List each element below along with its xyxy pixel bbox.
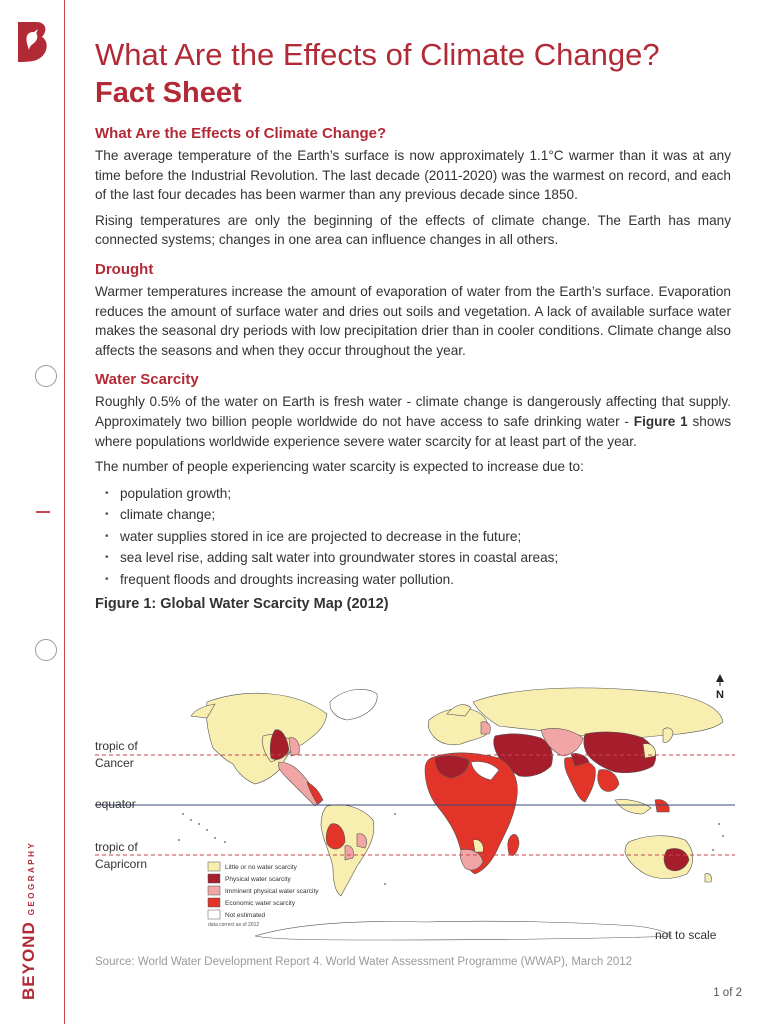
- beyond-logo-icon: [14, 20, 50, 64]
- legend-swatch: [208, 910, 220, 919]
- page-number: 1 of 2: [713, 987, 742, 999]
- water-paragraph-1: [95, 392, 731, 451]
- north-arrow-icon: [716, 674, 724, 686]
- brand-name: BEYOND: [19, 921, 38, 1000]
- intro-paragraph-2: Rising temperatures are only the beginning of the effects of climate change. The Earth has many connected systems; changes in one area can influence changes in all others.: [95, 212, 731, 248]
- page-title: What Are the Effects of Climate Change?: [95, 37, 660, 72]
- water-paragraph-2: The number of people experiencing water scarcity is expected to increase due to:: [95, 459, 584, 475]
- list-item: • frequent floods and droughts increasing water pollution.: [105, 569, 731, 591]
- list-item: • climate change;: [105, 504, 731, 526]
- tropic-capricorn-label-line1: tropic of: [95, 840, 138, 854]
- drought-heading: Drought: [95, 260, 154, 278]
- fact-sheet-content: [95, 36, 731, 614]
- page-subtitle: Fact Sheet: [95, 77, 242, 109]
- intro-heading: What Are the Effects of Climate Change?: [95, 125, 387, 142]
- binder-hole-top: [35, 365, 57, 387]
- tropic-capricorn-label: [95, 839, 147, 873]
- north-label: N: [716, 689, 724, 701]
- cause-list: [105, 483, 731, 591]
- figure-title: Figure 1: Global Water Scarcity Map (2012): [95, 596, 389, 613]
- water-text-a: Roughly 0.5% of the water on Earth is fresh water - climate change is dangerously affecting that supply. Approximately two billion people worldwide do not have access to safe drinking water -: [95, 394, 731, 429]
- intro-paragraph-1: The average temperature of the Earth’s surface is now approximately 1.1°C warmer than it was at any time before the Industrial Revolution. The last decade (2011-2020) was the warmest on record, and each of the last four decades has been warmer than any previous decade since 1850.: [95, 148, 731, 203]
- scale-note: not to scale: [655, 928, 717, 942]
- world-map: [95, 674, 735, 944]
- binder-hole-bottom: [35, 639, 57, 661]
- list-item: • water supplies stored in ice are projected to decrease in the future;: [105, 526, 731, 548]
- drought-paragraph: Warmer temperatures increase the amount of evaporation of water from the Earth’s surface. Evaporation reduces the amount of surface water and dries out soils and vegetation. A lack of available surface water makes the seasonal dry periods with low precipitation drier than in cooler conditions. Climate change also affects the seasons and when they occur throughout the year.: [95, 283, 731, 358]
- fold-mark: [36, 511, 50, 513]
- water-scarcity-map: [95, 674, 735, 944]
- legend-swatch: [208, 886, 220, 895]
- map-legend: [208, 862, 319, 928]
- figure-reference: Figure 1: [633, 413, 688, 429]
- legend-swatch: [208, 898, 220, 907]
- tropic-cancer-label-line2: Cancer: [95, 756, 134, 770]
- legend-swatch: [208, 874, 220, 883]
- legend-note: data correct as of 2012: [208, 922, 260, 928]
- tropic-cancer-label: [95, 738, 138, 772]
- legend-label: Little or no water scarcity: [225, 864, 297, 871]
- list-item: • sea level rise, adding salt water into groundwater stores in coastal areas;: [105, 547, 731, 569]
- list-item: • population growth;: [105, 483, 731, 505]
- source-citation: Source: World Water Development Report 4. World Water Assessment Programme (WWAP), March 2012: [95, 956, 633, 968]
- equator-label: equator: [95, 797, 136, 811]
- water-text-b: shows where populations worldwide experience severe water scarcity for at least part of the year.: [95, 413, 732, 449]
- legend-label: Not estimated: [225, 912, 266, 919]
- legend-swatch: [208, 862, 220, 871]
- brand-vertical: [19, 841, 39, 1000]
- brand-sub: GEOGRAPHY: [27, 840, 36, 916]
- water-scarcity-heading: Water Scarcity: [95, 371, 199, 389]
- legend-label: Economic water scarcity: [225, 900, 296, 907]
- tropic-cancer-label-line1: tropic of: [95, 739, 138, 753]
- margin-rule: [64, 0, 65, 1024]
- legend-label: Imminent physical water scarcity: [225, 888, 319, 895]
- tropic-capricorn-label-line2: Capricorn: [95, 857, 148, 871]
- legend-label: Physical water scarcity: [225, 876, 291, 883]
